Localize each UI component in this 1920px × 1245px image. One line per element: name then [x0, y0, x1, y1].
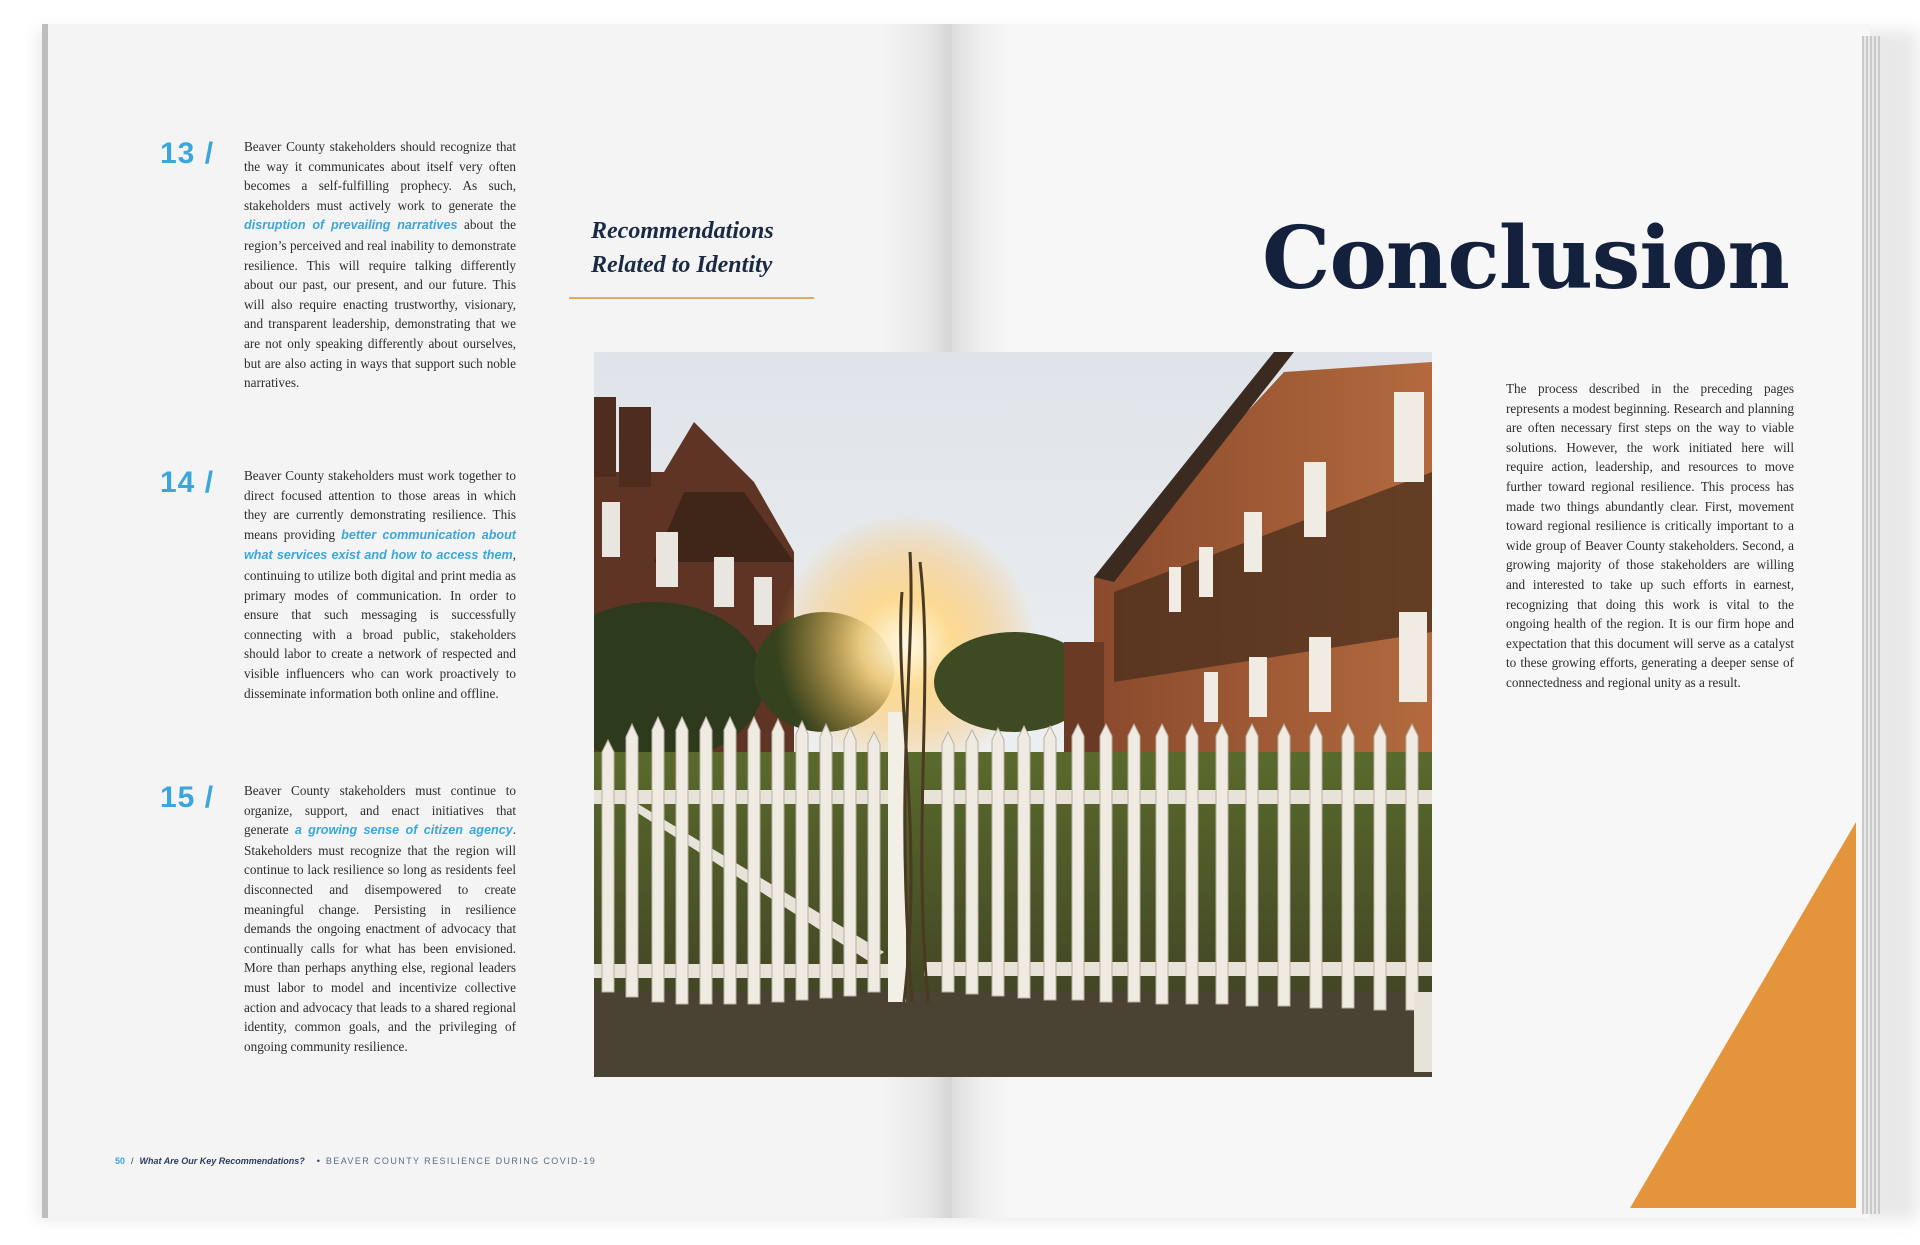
recommendation-text: Beaver County stakeholders should recognize that the way it communicates about itself very often becomes a self-fulfilling prophecy. As such, stakeholders must actively work to generate the disruption of prevailing narratives about the region’s perceived and real inability to demonstrate resilience. This will require talking differently about our past, our present, and our future. This will also require enacting trustworthy, visionary, and transparent leadership, demonstrating that we are not only speaking differently about ourselves, but are also acting in ways that support such noble narratives. [244, 139, 516, 391]
footer-separator: / [131, 1156, 134, 1166]
section-heading-line-1: Recommendations [591, 218, 774, 244]
footer-document-title: BEAVER COUNTY RESILIENCE DURING COVID-19 [325, 1156, 597, 1166]
footer-section-title: What Are Our Key Recommendations? [139, 1156, 305, 1166]
photo-fence-at-sunset [594, 352, 1432, 1077]
recommendation-text: Beaver County stakeholders must continue to organize, support, and enact initiatives that generate a growing sense of citizen agency. Stakeholders must recognize that the region will continue to lack resilience so long as residents feel disconnected and disempowered to create meaningful change. Persisting in resilience demands the ongoing enactment of advocacy that continually calls for what has been envisioned. More than perhaps anything else, regional leaders must labor to model and incentivize collective action and advocacy that leads to a shared regional identity, common goals, and the privileging of ongoing community resilience. [244, 783, 517, 1054]
page-footer [115, 1156, 596, 1166]
recommendation-highlight: better communication about what services exist and how to access them [244, 527, 516, 563]
recommendation-number: 15 / [160, 781, 215, 814]
section-heading [591, 214, 821, 282]
conclusion-title: Conclusion [1262, 208, 1789, 309]
orange-corner-triangle [1630, 808, 1856, 1218]
page-edges [1862, 36, 1882, 1214]
page-number: 50 [115, 1156, 126, 1166]
heading-rule [569, 297, 814, 299]
footer-bullet: • [316, 1156, 320, 1166]
recommendation-highlight: disruption of prevailing narratives [244, 218, 458, 233]
recommendation-number: 14 / [160, 466, 215, 499]
recommendation-number: 13 / [160, 137, 215, 170]
recommendation-highlight: a growing sense of citizen agency [294, 823, 513, 838]
conclusion-body: The process described in the preceding pages represents a modest beginning. Research and planning are often necessary first steps on the way to viable solutions. However, the work initiated here will require action, leadership, and resources to move further toward regional resilience. This process has made two things abundantly clear. First, movement toward regional resilience is critically important to a wide group of Beaver County stakeholders. Second, a growing majority of those stakeholders are willing and interested to take up such efforts in earnest, recognizing that doing this work is vital to the ongoing health of the region. It is our firm hope and expectation that this document will serve as a catalyst to these growing efforts, generating a deeper sense of connectedness and regional unity as a result. [1506, 381, 1794, 690]
section-heading-line-2: Related to Identity [591, 252, 773, 278]
photo-illustration [594, 352, 1432, 1077]
recommendation-text: Beaver County stakeholders must work together to direct focused attention to those areas in which they are currently demonstrating resilience. This means providing better communication about what services exist and how to access them, continuing to utilize both digital and print media as primary modes of communication. In order to ensure that such messaging is successfully connecting with a broad public, stakeholders should labor to create a network of respected and visible influencers who can work proactively to disseminate information both online and offline. [244, 468, 516, 701]
